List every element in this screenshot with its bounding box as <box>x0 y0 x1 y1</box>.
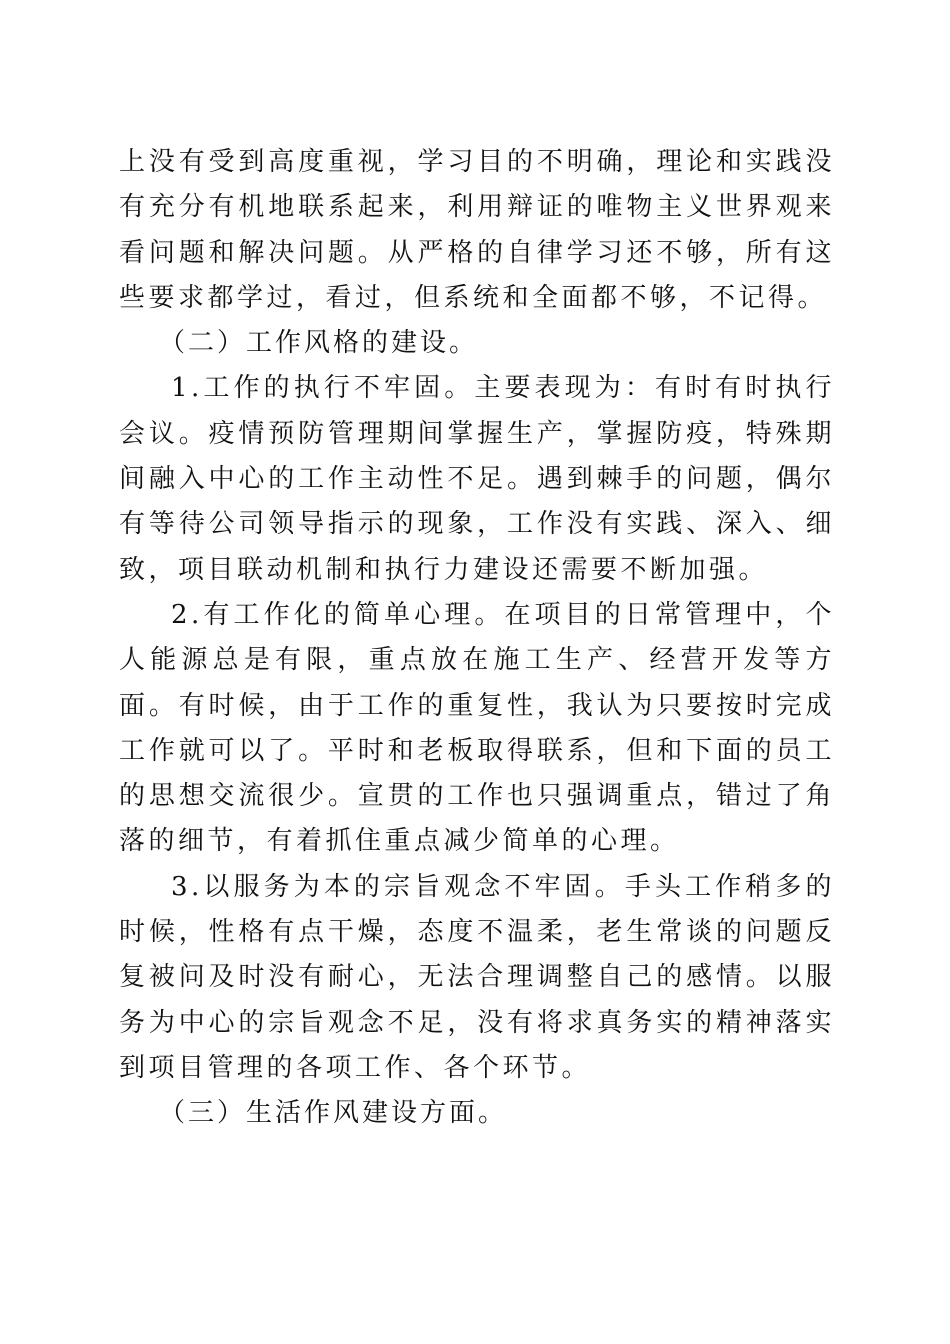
paragraph-simple-mindset: 2.有工作化的简单心理。在项目的日常管理中，个人能源总是有限，重点放在施工生产、经营开发等方面。有时候，由于工作的重复性，我认为只要按时完成工作就可以了。平时和老板取得联系，但和下面的员工的思想交流很少。宣贯的工作也只强调重点，错过了角落的细节，有着抓住重点减少简单的心理。 <box>119 599 835 857</box>
section-heading-work-style: （二）工作风格的建设。 <box>159 328 479 359</box>
paragraph-study-continuation: 上没有受到高度重视，学习目的不明确，理论和实践没有充分有机地联系起来，利用辩证的唯物主义世界观来看问题和解决问题。从严格的自律学习还不够，所有这些要求都学过，看过，但系统和全面都不够，不记得。 <box>119 147 835 313</box>
document-body <box>119 140 835 1137</box>
section-heading-life-style: （三）生活作风建设方面。 <box>159 1098 508 1129</box>
paragraph-service-concept: 3.以服务为本的宗旨观念不牢固。手头工作稍多的时候，性格有点干燥，态度不温柔，老生常谈的问题反复被问及时没有耐心，无法合理调整自己的感情。以服务为中心的宗旨观念不足，没有将求真务实的精神落实到项目管理的各项工作、各个环节。 <box>119 871 835 1083</box>
paragraph-execution: 1.工作的执行不牢固。主要表现为：有时有时执行会议。疫情预防管理期间掌握生产，掌握防疫，特殊期间融入中心的工作主动性不足。遇到棘手的问题，偶尔有等待公司领导指示的现象，工作没有实践、深入、细致，项目联动机制和执行力建设还需要不断加强。 <box>119 373 835 585</box>
